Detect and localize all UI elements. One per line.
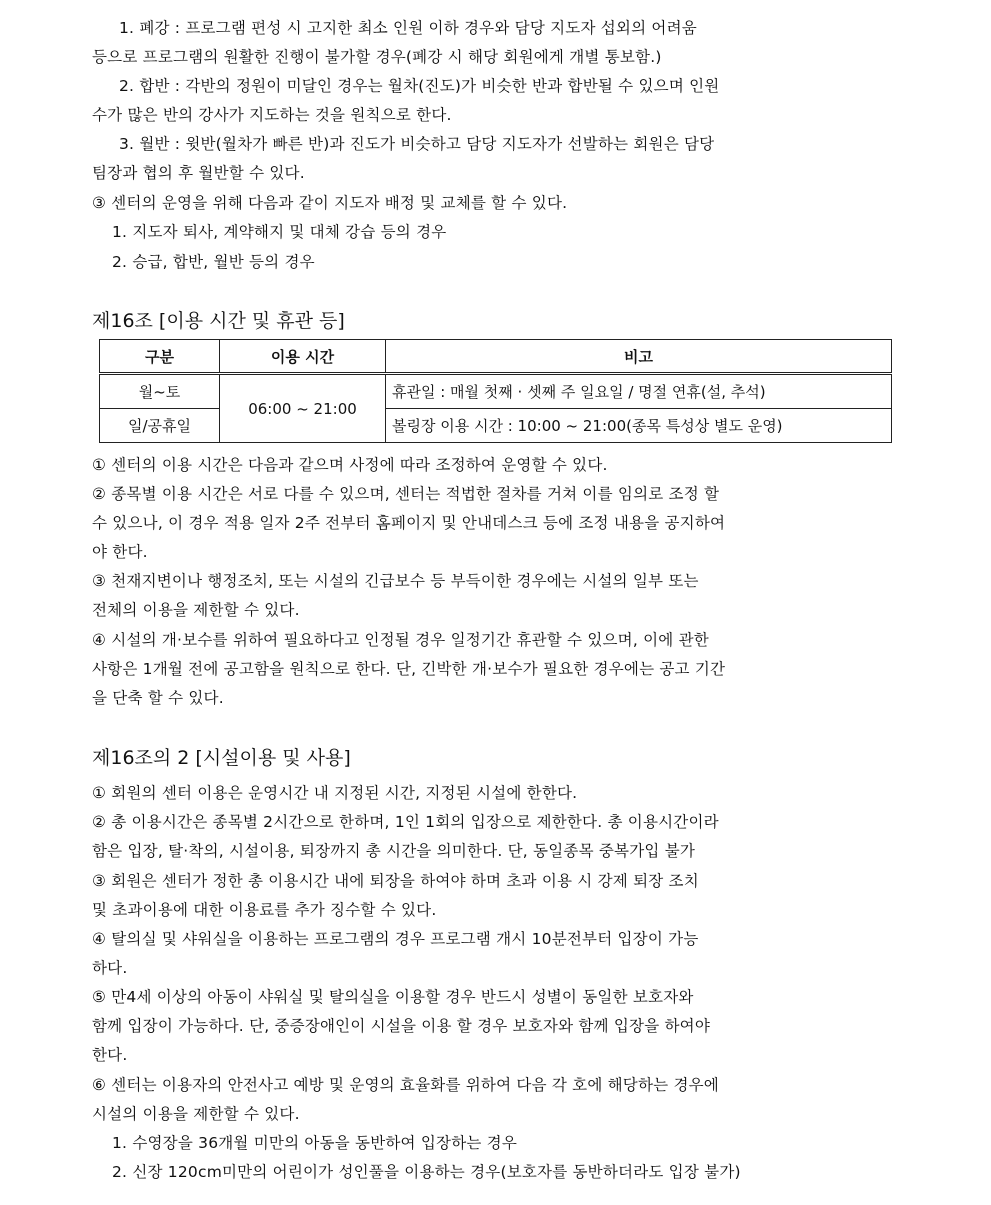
header-note: 비고 [386, 340, 892, 374]
text-line: 시설의 이용을 제한할 수 있다. [92, 1105, 300, 1123]
text-line: ⑥ 센터는 이용자의 안전사고 예방 및 운영의 효율화를 위하여 다음 각 호에 해당하는 경우에 [92, 1076, 719, 1094]
text-line: 2. 합반 : 각반의 정원이 미달인 경우는 월차(진도)가 비슷한 반과 합반될 수 있으며 인원 [119, 77, 720, 95]
text-line: 사항은 1개월 전에 공고함을 원칙으로 한다. 단, 긴박한 개·보수가 필요한 경우에는 공고 기간 [92, 660, 726, 678]
text-line: 1. 지도자 퇴사, 계약해지 및 대체 강습 등의 경우 [112, 223, 447, 241]
text-line: 1. 수영장을 36개월 미만의 아동을 동반하여 입장하는 경우 [112, 1134, 518, 1152]
row-note: 볼링장 이용 시간 : 10:00 ~ 21:00(종목 특성상 별도 운영) [386, 409, 892, 443]
text-line: 수가 많은 반의 강사가 지도하는 것을 원칙으로 한다. [92, 106, 452, 124]
row-category: 일/공휴일 [100, 409, 220, 443]
article-16-title: 제16조 [이용 시간 및 휴관 등] [92, 310, 345, 332]
text-line: ④ 탈의실 및 샤워실을 이용하는 프로그램의 경우 프로그램 개시 10분전부터 입장이 가능 [92, 930, 699, 948]
table-row [100, 409, 892, 443]
text-line: ② 종목별 이용 시간은 서로 다를 수 있으며, 센터는 적법한 절차를 거쳐 이를 임의로 조정 할 [92, 485, 720, 503]
text-line: 등으로 프로그램의 원활한 진행이 불가할 경우(폐강 시 해당 회원에게 개별 통보함.) [92, 48, 662, 66]
text-line: 야 한다. [92, 543, 148, 561]
text-line: 팀장과 협의 후 월반할 수 있다. [92, 164, 305, 182]
text-line: 2. 승급, 합반, 월반 등의 경우 [112, 253, 315, 271]
text-line: ⑤ 만4세 이상의 아동이 샤워실 및 탈의실을 이용할 경우 반드시 성별이 동일한 보호자와 [92, 988, 694, 1006]
text-line: 수 있으나, 이 경우 적용 일자 2주 전부터 홈페이지 및 안내데스크 등에 조정 내용을 공지하여 [92, 514, 726, 532]
row-hours: 06:00 ~ 21:00 [220, 374, 386, 443]
text-line: 한다. [92, 1046, 128, 1064]
text-line: 2. 신장 120cm미만의 어린이가 성인풀을 이용하는 경우(보호자를 동반하더라도 입장 불가) [112, 1163, 741, 1181]
text-line: ③ 회원은 센터가 정한 총 이용시간 내에 퇴장을 하여야 하며 초과 이용 시 강제 퇴장 조치 [92, 872, 699, 890]
header-hours: 이용 시간 [220, 340, 386, 374]
text-line: 전체의 이용을 제한할 수 있다. [92, 601, 300, 619]
text-line: 을 단축 할 수 있다. [92, 689, 224, 707]
row-note: 휴관일 : 매월 첫째 · 셋째 주 일요일 / 명절 연휴(설, 추석) [386, 374, 892, 409]
text-line: 함께 입장이 가능하다. 단, 중증장애인이 시설을 이용 할 경우 보호자와 함께 입장을 하여야 [92, 1017, 711, 1035]
text-line: 함은 입장, 탈·착의, 시설이용, 퇴장까지 총 시간을 의미한다. 단, 동일종목 중복가입 불가 [92, 842, 696, 860]
text-line: ① 센터의 이용 시간은 다음과 같으며 사정에 따라 조정하여 운영할 수 있다. [92, 456, 608, 474]
usage-hours-table [99, 339, 892, 443]
article-16-2-title: 제16조의 2 [시설이용 및 사용] [92, 747, 351, 769]
text-line: ④ 시설의 개·보수를 위하여 필요하다고 인정될 경우 일정기간 휴관할 수 있으며, 이에 관한 [92, 631, 709, 649]
table-header-row [100, 340, 892, 374]
text-line: 1. 폐강 : 프로그램 편성 시 고지한 최소 인원 이하 경우와 담당 지도자 섭외의 어려움 [119, 19, 697, 37]
text-line: 하다. [92, 959, 128, 977]
text-line: 3. 월반 : 윗반(월차가 빠른 반)과 진도가 비슷하고 담당 지도자가 선발하는 회원은 담당 [119, 135, 715, 153]
text-line: 및 초과이용에 대한 이용료를 추가 징수할 수 있다. [92, 901, 437, 919]
text-line: ③ 천재지변이나 행정조치, 또는 시설의 긴급보수 등 부득이한 경우에는 시설의 일부 또는 [92, 572, 699, 590]
header-category: 구분 [100, 340, 220, 374]
text-line: ① 회원의 센터 이용은 운영시간 내 지정된 시간, 지정된 시설에 한한다. [92, 784, 578, 802]
row-category: 월~토 [100, 374, 220, 409]
text-line: ③ 센터의 운영을 위해 다음과 같이 지도자 배정 및 교체를 할 수 있다. [92, 194, 568, 212]
text-line: ② 총 이용시간은 종목별 2시간으로 한하며, 1인 1회의 입장으로 제한한다. 총 이용시간이라 [92, 813, 719, 831]
table-row [100, 374, 892, 409]
